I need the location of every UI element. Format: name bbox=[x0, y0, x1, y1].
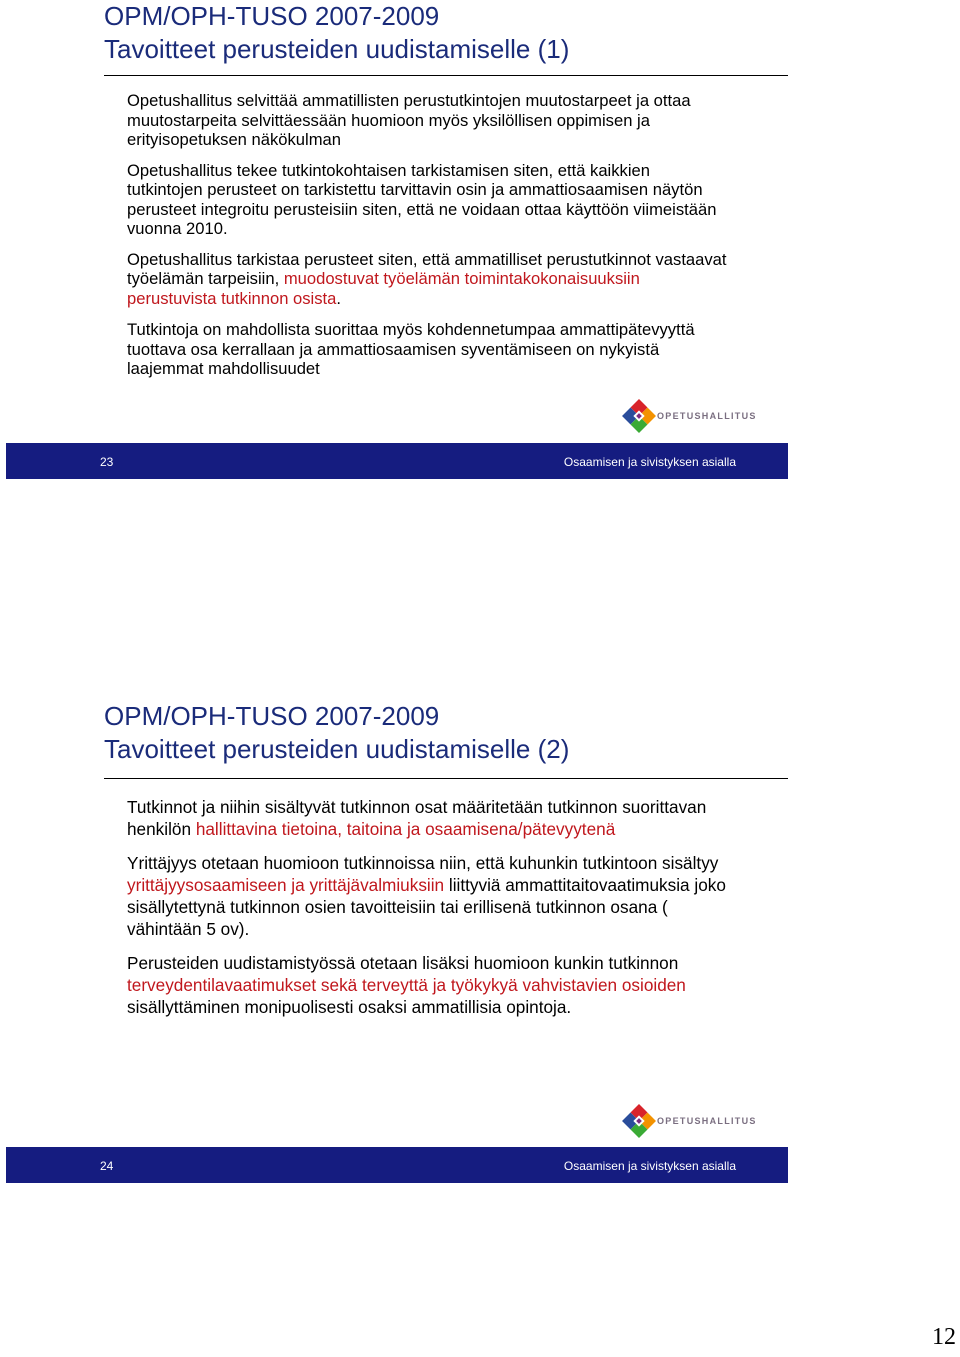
paragraph-text: sisällyttäminen monipuolisesti osaksi ammatillisia opintoja. bbox=[127, 997, 572, 1017]
slide-number: 24 bbox=[100, 1159, 114, 1173]
slide-title bbox=[104, 700, 569, 766]
paragraph bbox=[127, 852, 727, 940]
slide-footer bbox=[6, 1147, 788, 1183]
logo-text: OPETUSHALLITUS bbox=[657, 1116, 757, 1126]
opetushallitus-logo-icon bbox=[621, 1101, 657, 1141]
title-line-2: Tavoitteet perusteiden uudistamiselle (1) bbox=[104, 34, 570, 64]
highlighted-text: muodostuvat työelämän toimintakokonaisuuksiin perustuvista tutkinnon osista bbox=[127, 269, 640, 308]
paragraph: Tutkintoja on mahdollista suorittaa myös kohdennetumpaa ammattipätevyyttä tuottava osa kerrallaan ja ammattiosaamisen syventämiseen on nykyistä laajemmat mahdollisuudet bbox=[127, 320, 695, 378]
paragraph bbox=[127, 952, 727, 1018]
paragraph-text: Yrittäjyys otetaan huomioon tutkinnoissa niin, että kuhunkin tutkintoon sisältyy bbox=[127, 853, 719, 873]
opetushallitus-logo bbox=[621, 396, 757, 441]
paragraph: Opetushallitus tekee tutkintokohtaisen tarkistamisen siten, että kaikkien tutkintojen perusteet on tarkistettu tarvittavin osin ja ammattiosaamisen näytön perusteet integroitu perusteisiin siten, että ne voidaan ottaa käyttöön viimeistään vuonna 2010. bbox=[127, 160, 717, 238]
paragraph bbox=[127, 250, 727, 309]
slide-2 bbox=[0, 700, 960, 1184]
slide-1 bbox=[0, 0, 960, 480]
logo-text: OPETUSHALLITUS bbox=[657, 411, 757, 421]
title-line-2: Tavoitteet perusteiden uudistamiselle (2) bbox=[104, 734, 570, 764]
slide-footer bbox=[6, 443, 788, 479]
title-divider bbox=[104, 778, 788, 779]
footer-tagline: Osaamisen ja sivistyksen asialla bbox=[563, 455, 736, 469]
slide-body bbox=[127, 91, 727, 390]
highlighted-text: yrittäjyysosaamiseen ja yrittäjävalmiuksiin bbox=[127, 875, 445, 895]
paragraph-text: Perusteiden uudistamistyössä otetaan lisäksi huomioon kunkin tutkinnon bbox=[127, 953, 679, 973]
highlighted-text: hallittavina tietoina, taitoina ja osaamisena/pätevyytenä bbox=[195, 819, 616, 839]
paragraph-text: Opetushallitus tarkistaa perusteet siten, että ammatilliset perustutkinnot vastaavat työelämän tarpeisiin, bbox=[127, 249, 727, 288]
opetushallitus-logo-icon bbox=[621, 396, 657, 436]
title-line-1: OPM/OPH-TUSO 2007-2009 bbox=[104, 701, 440, 731]
opetushallitus-logo bbox=[621, 1101, 757, 1146]
paragraph-text: liittyviä ammattitaitovaatimuksia joko sisällytettynä tutkinnon osien tavoitteisiin tai erillisenä tutkinnon osana ( vähintään 5 ov). bbox=[127, 875, 726, 939]
footer-tagline: Osaamisen ja sivistyksen asialla bbox=[563, 1159, 736, 1173]
paragraph: Opetushallitus selvittää ammatillisten perustutkintojen muutostarpeet ja ottaa muutostarpeita selvittäessään huomioon myös yksilöllisen oppimisen ja erityisopetuksen näkökulman bbox=[127, 91, 691, 149]
paragraph-text: Tutkinnot ja niihin sisältyvät tutkinnon osat määritetään tutkinnon suorittavan henkilön bbox=[127, 797, 707, 839]
page-number: 12 bbox=[932, 1324, 956, 1350]
slide-title bbox=[104, 0, 569, 66]
title-divider bbox=[104, 75, 788, 76]
title-line-1: OPM/OPH-TUSO 2007-2009 bbox=[104, 1, 440, 31]
paragraph-text: . bbox=[336, 288, 342, 308]
highlighted-text: terveydentilavaatimukset sekä terveyttä ja työkykyä vahvistavien osioiden bbox=[127, 975, 686, 995]
slide-body bbox=[127, 796, 727, 1030]
paragraph bbox=[127, 796, 727, 840]
slide-number: 23 bbox=[100, 455, 114, 469]
